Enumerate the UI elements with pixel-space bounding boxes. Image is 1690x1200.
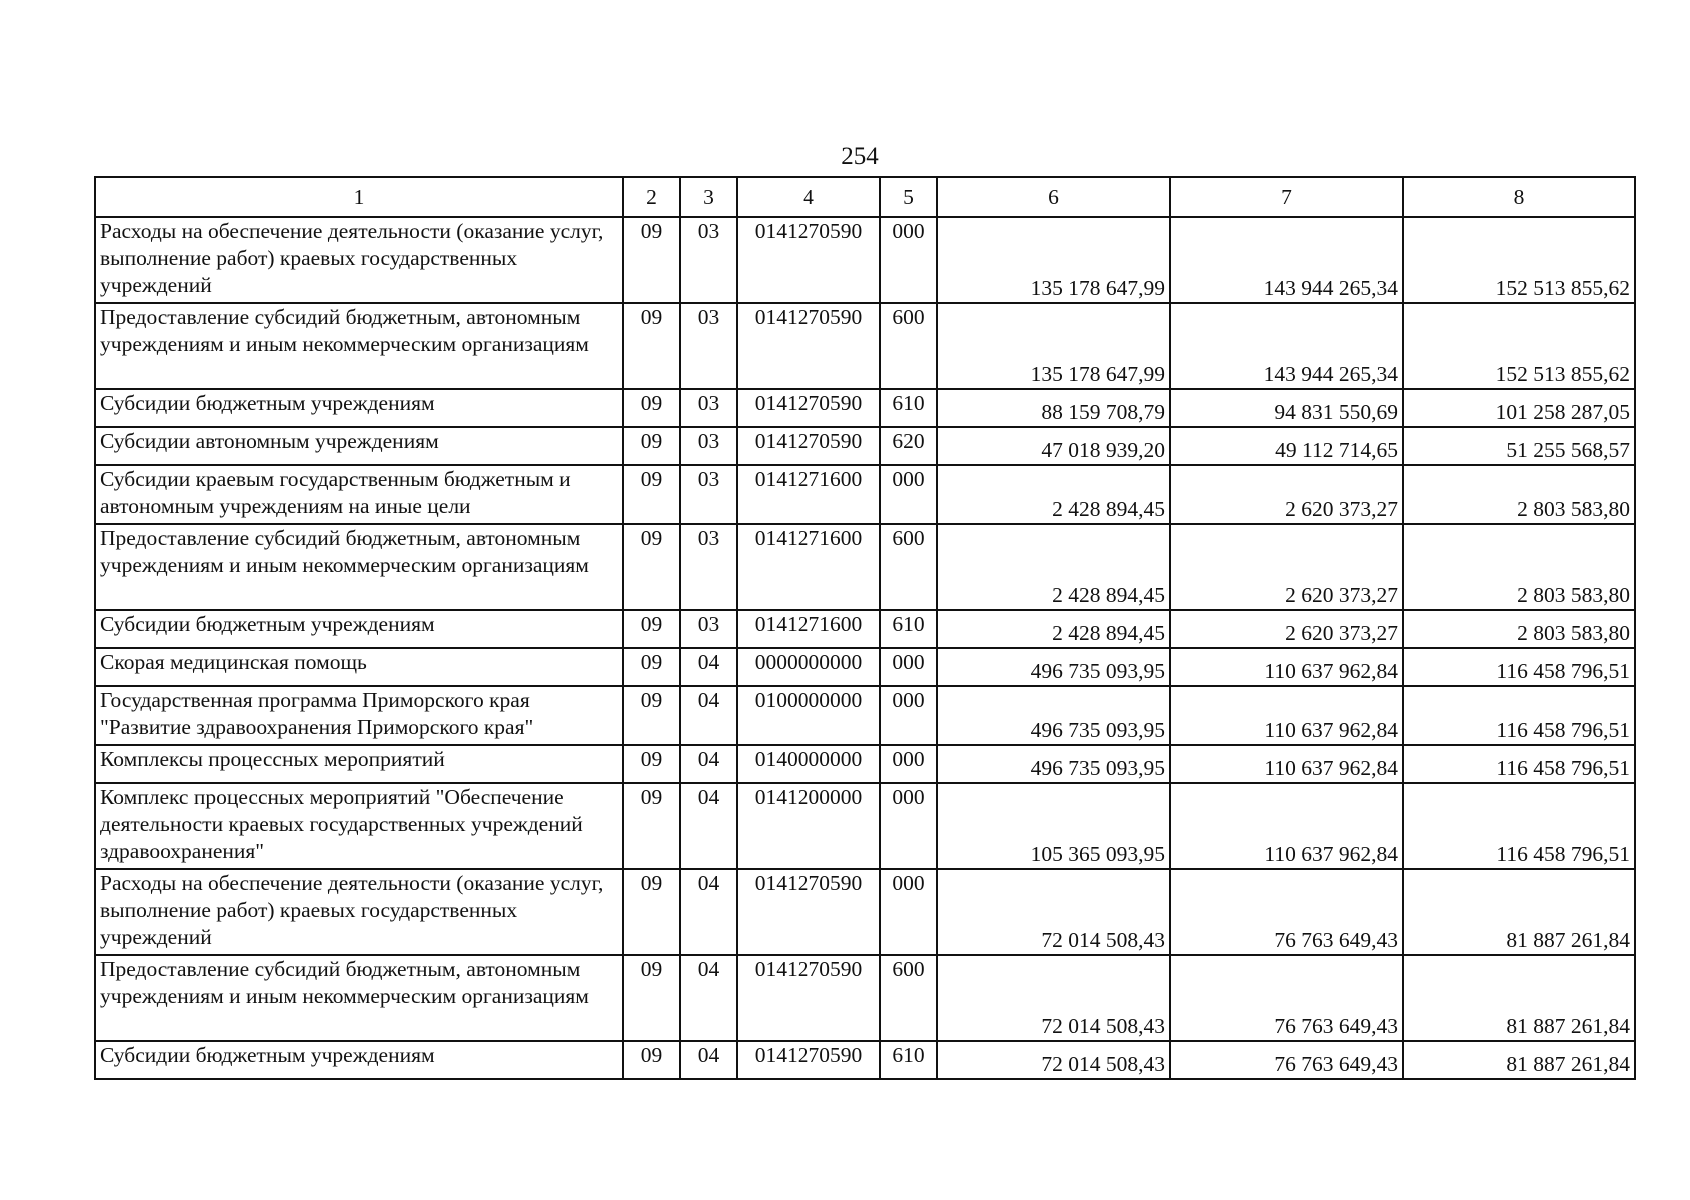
amount-col-6: 2 428 894,45 bbox=[937, 524, 1170, 610]
table-row bbox=[95, 1041, 1635, 1079]
expense-type-code: 000 bbox=[880, 783, 937, 869]
amount-col-6: 2 428 894,45 bbox=[937, 465, 1170, 524]
amount-col-6: 2 428 894,45 bbox=[937, 610, 1170, 648]
column-header: 5 bbox=[880, 177, 937, 217]
expense-name: Субсидии бюджетным учреждениям bbox=[95, 610, 623, 648]
expense-name: Субсидии бюджетным учреждениям bbox=[95, 389, 623, 427]
amount-col-6: 47 018 939,20 bbox=[937, 427, 1170, 465]
target-article-code: 0141270590 bbox=[737, 427, 880, 465]
target-article-code: 0140000000 bbox=[737, 745, 880, 783]
expense-name: Расходы на обеспечение деятельности (оказание услуг, выполнение работ) краевых государственных учреждений bbox=[95, 217, 623, 303]
expense-type-code: 600 bbox=[880, 524, 937, 610]
expense-name: Расходы на обеспечение деятельности (оказание услуг, выполнение работ) краевых государственных учреждений bbox=[95, 869, 623, 955]
expense-name: Скорая медицинская помощь bbox=[95, 648, 623, 686]
section-code: 09 bbox=[623, 217, 680, 303]
amount-col-7: 76 763 649,43 bbox=[1170, 869, 1403, 955]
target-article-code: 0141270590 bbox=[737, 1041, 880, 1079]
amount-col-8: 116 458 796,51 bbox=[1403, 648, 1635, 686]
column-header: 7 bbox=[1170, 177, 1403, 217]
amount-col-7: 49 112 714,65 bbox=[1170, 427, 1403, 465]
amount-col-7: 143 944 265,34 bbox=[1170, 303, 1403, 389]
section-code: 09 bbox=[623, 465, 680, 524]
expense-type-code: 610 bbox=[880, 610, 937, 648]
table-row bbox=[95, 955, 1635, 1041]
amount-col-7: 110 637 962,84 bbox=[1170, 745, 1403, 783]
amount-col-7: 76 763 649,43 bbox=[1170, 955, 1403, 1041]
amount-col-7: 110 637 962,84 bbox=[1170, 686, 1403, 745]
subsection-code: 04 bbox=[680, 686, 737, 745]
section-code: 09 bbox=[623, 303, 680, 389]
section-code: 09 bbox=[623, 1041, 680, 1079]
expense-type-code: 000 bbox=[880, 686, 937, 745]
amount-col-7: 94 831 550,69 bbox=[1170, 389, 1403, 427]
expense-type-code: 000 bbox=[880, 869, 937, 955]
header-row bbox=[95, 177, 1635, 217]
expense-name: Субсидии автономным учреждениям bbox=[95, 427, 623, 465]
target-article-code: 0141271600 bbox=[737, 524, 880, 610]
amount-col-7: 76 763 649,43 bbox=[1170, 1041, 1403, 1079]
amount-col-8: 81 887 261,84 bbox=[1403, 869, 1635, 955]
amount-col-7: 2 620 373,27 bbox=[1170, 610, 1403, 648]
amount-col-8: 101 258 287,05 bbox=[1403, 389, 1635, 427]
budget-table bbox=[94, 176, 1636, 1080]
expense-type-code: 000 bbox=[880, 217, 937, 303]
amount-col-8: 81 887 261,84 bbox=[1403, 955, 1635, 1041]
column-header: 3 bbox=[680, 177, 737, 217]
table-row bbox=[95, 783, 1635, 869]
amount-col-6: 105 365 093,95 bbox=[937, 783, 1170, 869]
amount-col-6: 88 159 708,79 bbox=[937, 389, 1170, 427]
expense-name: Субсидии краевым государственным бюджетным и автономным учреждениям на иные цели bbox=[95, 465, 623, 524]
table-row bbox=[95, 648, 1635, 686]
target-article-code: 0100000000 bbox=[737, 686, 880, 745]
target-article-code: 0141270590 bbox=[737, 389, 880, 427]
page-number: 254 bbox=[841, 143, 879, 170]
expense-name: Предоставление субсидий бюджетным, автономным учреждениям и иным некоммерческим организациям bbox=[95, 955, 623, 1041]
amount-col-7: 110 637 962,84 bbox=[1170, 648, 1403, 686]
table-row bbox=[95, 303, 1635, 389]
amount-col-6: 72 014 508,43 bbox=[937, 955, 1170, 1041]
amount-col-6: 496 735 093,95 bbox=[937, 745, 1170, 783]
expense-name: Субсидии бюджетным учреждениям bbox=[95, 1041, 623, 1079]
target-article-code: 0141270590 bbox=[737, 303, 880, 389]
amount-col-7: 2 620 373,27 bbox=[1170, 465, 1403, 524]
amount-col-6: 72 014 508,43 bbox=[937, 1041, 1170, 1079]
subsection-code: 03 bbox=[680, 303, 737, 389]
table-row bbox=[95, 465, 1635, 524]
subsection-code: 03 bbox=[680, 610, 737, 648]
target-article-code: 0141271600 bbox=[737, 610, 880, 648]
expense-name: Государственная программа Приморского края "Развитие здравоохранения Приморского края" bbox=[95, 686, 623, 745]
section-code: 09 bbox=[623, 783, 680, 869]
expense-type-code: 000 bbox=[880, 465, 937, 524]
expense-type-code: 000 bbox=[880, 745, 937, 783]
section-code: 09 bbox=[623, 389, 680, 427]
amount-col-6: 135 178 647,99 bbox=[937, 303, 1170, 389]
subsection-code: 04 bbox=[680, 1041, 737, 1079]
table-row bbox=[95, 686, 1635, 745]
amount-col-6: 496 735 093,95 bbox=[937, 686, 1170, 745]
expense-type-code: 610 bbox=[880, 389, 937, 427]
table-row bbox=[95, 389, 1635, 427]
table-row bbox=[95, 869, 1635, 955]
table-row bbox=[95, 217, 1635, 303]
amount-col-8: 51 255 568,57 bbox=[1403, 427, 1635, 465]
subsection-code: 04 bbox=[680, 955, 737, 1041]
subsection-code: 03 bbox=[680, 389, 737, 427]
subsection-code: 03 bbox=[680, 427, 737, 465]
amount-col-8: 81 887 261,84 bbox=[1403, 1041, 1635, 1079]
expense-type-code: 000 bbox=[880, 648, 937, 686]
table-row bbox=[95, 524, 1635, 610]
subsection-code: 04 bbox=[680, 745, 737, 783]
amount-col-8: 2 803 583,80 bbox=[1403, 465, 1635, 524]
amount-col-6: 496 735 093,95 bbox=[937, 648, 1170, 686]
subsection-code: 04 bbox=[680, 869, 737, 955]
subsection-code: 04 bbox=[680, 648, 737, 686]
amount-col-7: 2 620 373,27 bbox=[1170, 524, 1403, 610]
amount-col-7: 110 637 962,84 bbox=[1170, 783, 1403, 869]
amount-col-8: 2 803 583,80 bbox=[1403, 610, 1635, 648]
column-header: 4 bbox=[737, 177, 880, 217]
section-code: 09 bbox=[623, 869, 680, 955]
section-code: 09 bbox=[623, 648, 680, 686]
section-code: 09 bbox=[623, 610, 680, 648]
target-article-code: 0141270590 bbox=[737, 217, 880, 303]
expense-type-code: 620 bbox=[880, 427, 937, 465]
expense-name: Предоставление субсидий бюджетным, автономным учреждениям и иным некоммерческим организациям bbox=[95, 303, 623, 389]
column-header: 1 bbox=[95, 177, 623, 217]
section-code: 09 bbox=[623, 686, 680, 745]
table-row bbox=[95, 427, 1635, 465]
amount-col-7: 143 944 265,34 bbox=[1170, 217, 1403, 303]
target-article-code: 0141271600 bbox=[737, 465, 880, 524]
amount-col-8: 116 458 796,51 bbox=[1403, 686, 1635, 745]
amount-col-8: 116 458 796,51 bbox=[1403, 783, 1635, 869]
amount-col-8: 2 803 583,80 bbox=[1403, 524, 1635, 610]
section-code: 09 bbox=[623, 524, 680, 610]
target-article-code: 0000000000 bbox=[737, 648, 880, 686]
amount-col-8: 116 458 796,51 bbox=[1403, 745, 1635, 783]
expense-type-code: 610 bbox=[880, 1041, 937, 1079]
expense-type-code: 600 bbox=[880, 303, 937, 389]
column-header: 6 bbox=[937, 177, 1170, 217]
amount-col-6: 72 014 508,43 bbox=[937, 869, 1170, 955]
amount-col-8: 152 513 855,62 bbox=[1403, 217, 1635, 303]
table-row bbox=[95, 610, 1635, 648]
section-code: 09 bbox=[623, 745, 680, 783]
subsection-code: 03 bbox=[680, 465, 737, 524]
target-article-code: 0141270590 bbox=[737, 869, 880, 955]
expense-type-code: 600 bbox=[880, 955, 937, 1041]
section-code: 09 bbox=[623, 427, 680, 465]
amount-col-6: 135 178 647,99 bbox=[937, 217, 1170, 303]
column-header: 8 bbox=[1403, 177, 1635, 217]
table-row bbox=[95, 745, 1635, 783]
expense-name: Комплекс процессных мероприятий "Обеспечение деятельности краевых государственных учреждений здравоохранения" bbox=[95, 783, 623, 869]
target-article-code: 0141200000 bbox=[737, 783, 880, 869]
section-code: 09 bbox=[623, 955, 680, 1041]
amount-col-8: 152 513 855,62 bbox=[1403, 303, 1635, 389]
expense-name: Комплексы процессных мероприятий bbox=[95, 745, 623, 783]
subsection-code: 03 bbox=[680, 524, 737, 610]
subsection-code: 03 bbox=[680, 217, 737, 303]
column-header: 2 bbox=[623, 177, 680, 217]
subsection-code: 04 bbox=[680, 783, 737, 869]
expense-name: Предоставление субсидий бюджетным, автономным учреждениям и иным некоммерческим организациям bbox=[95, 524, 623, 610]
target-article-code: 0141270590 bbox=[737, 955, 880, 1041]
